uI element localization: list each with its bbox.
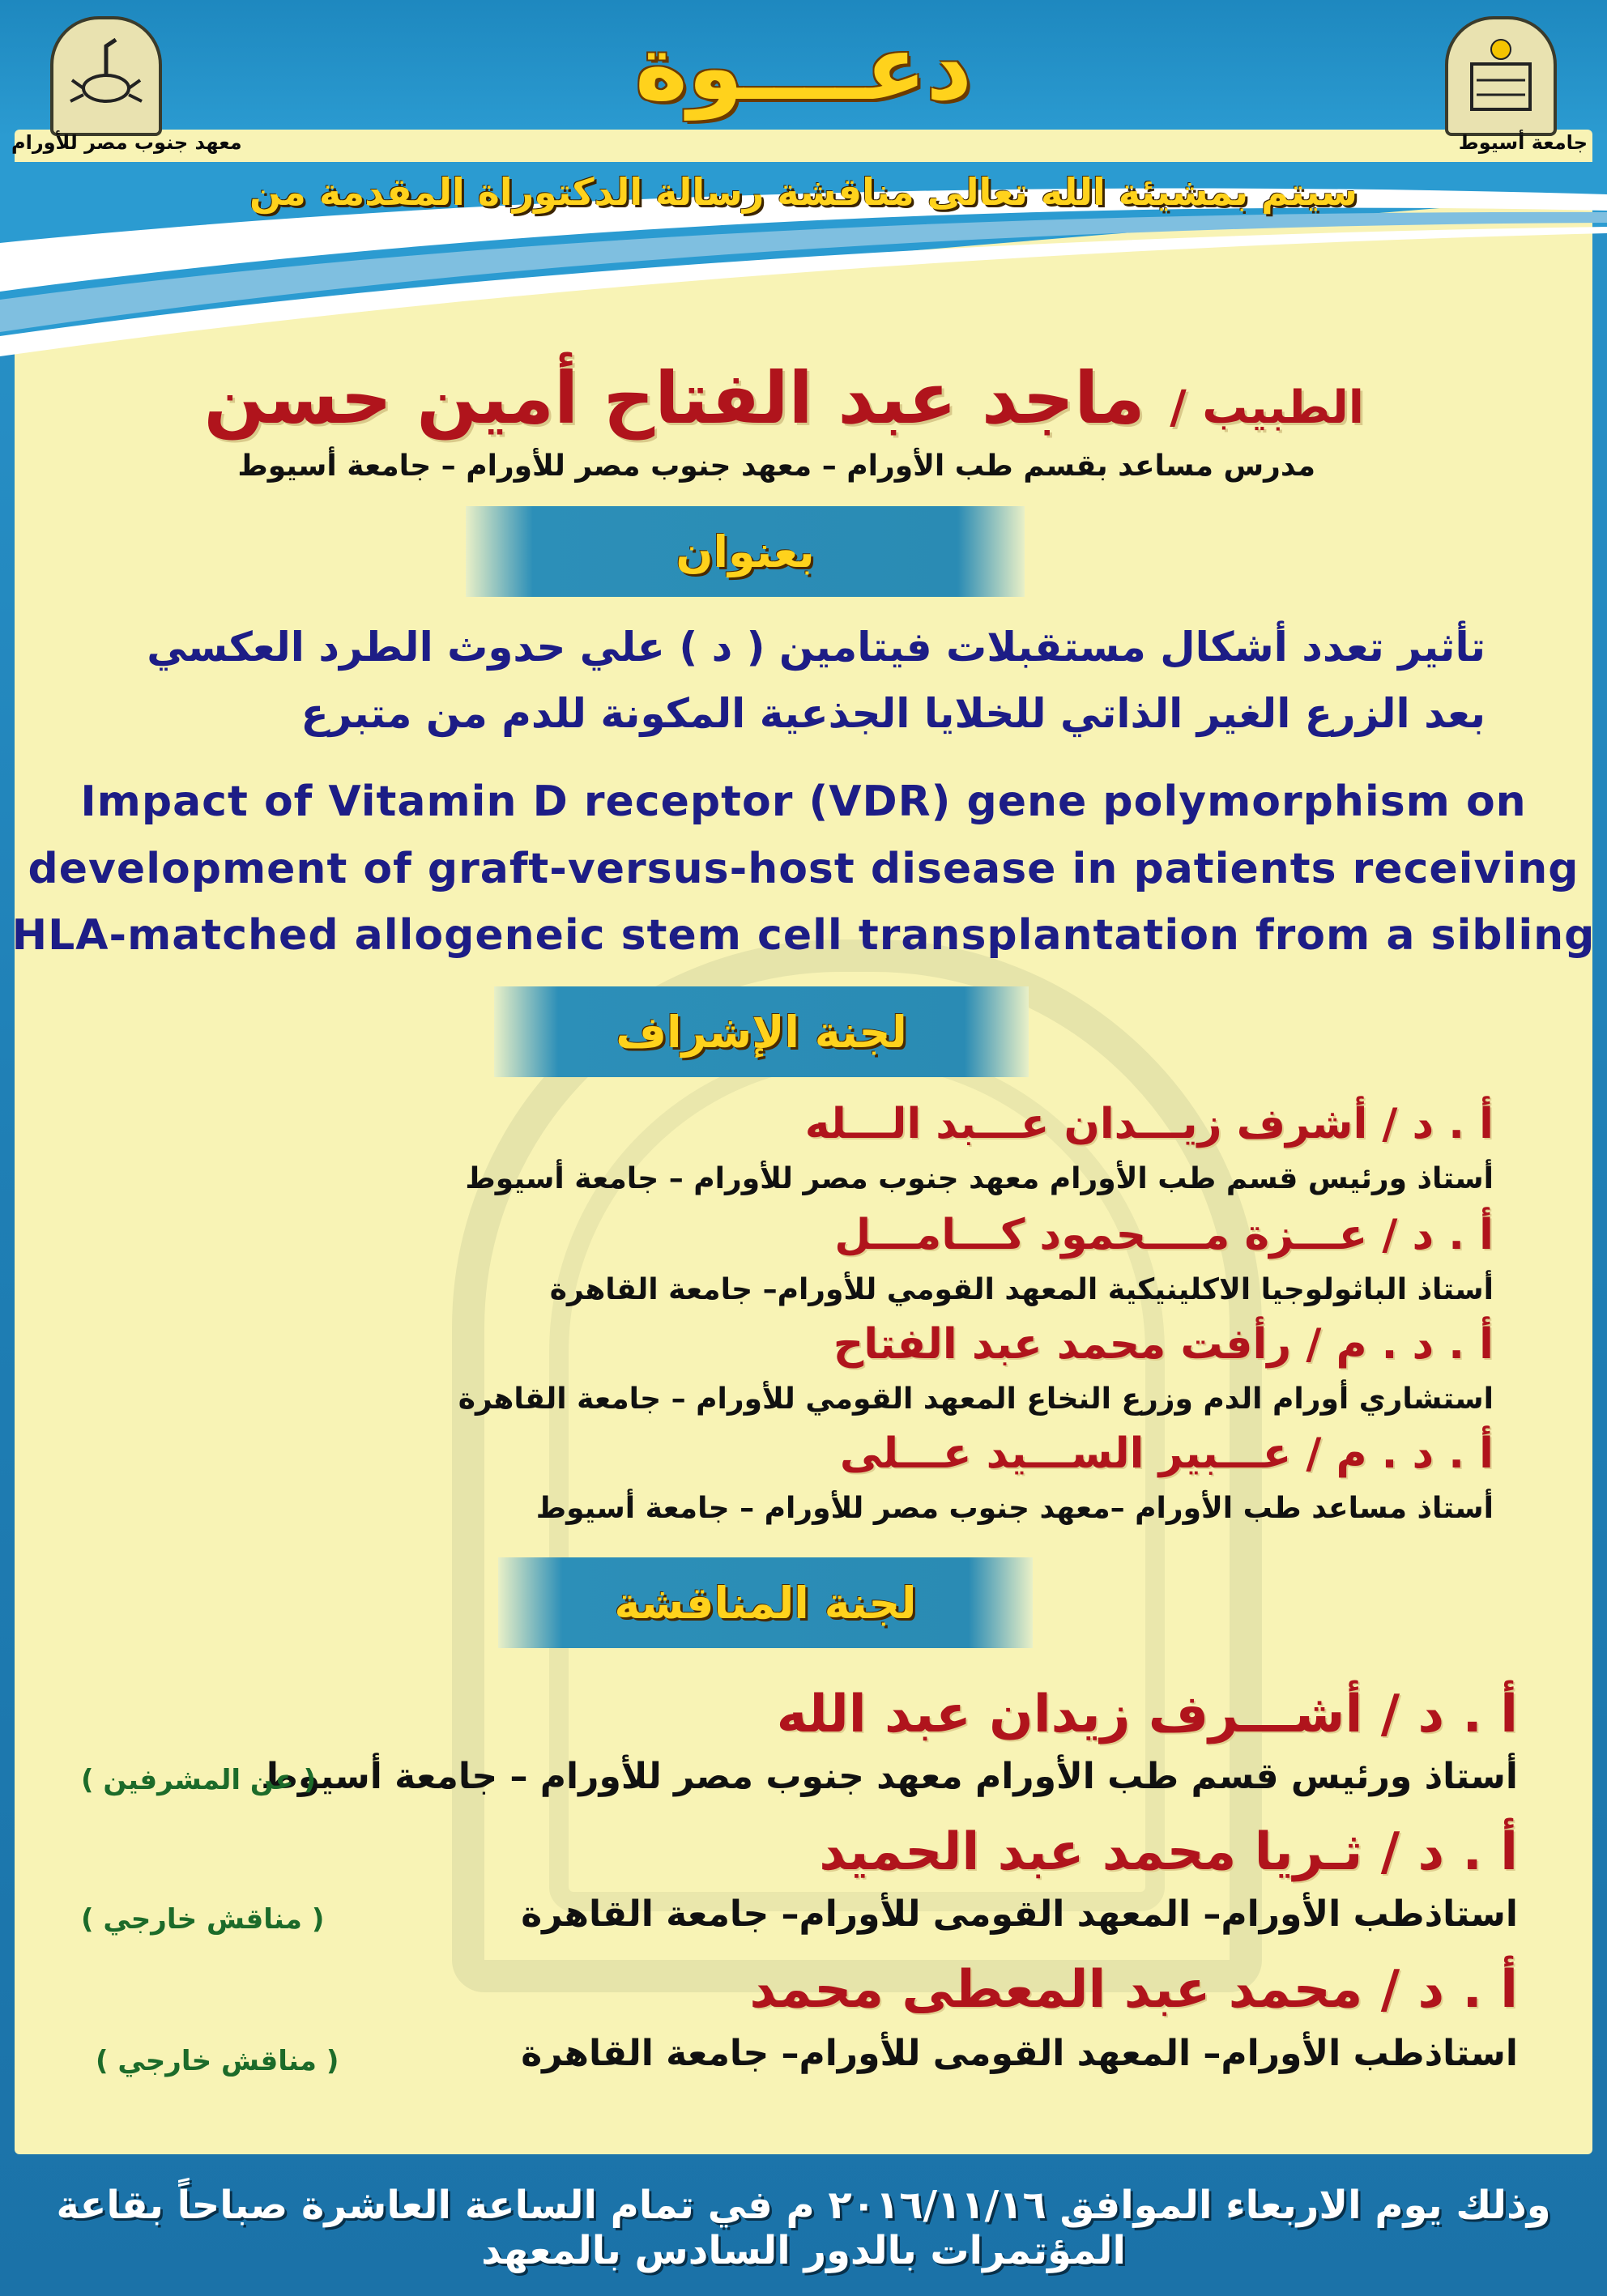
institute-logo-caption: معهد جنوب مصر للأورام	[11, 131, 242, 154]
supervisor-3-name: أ . د . م / رأفت محمد عبد الفتاح	[833, 1320, 1494, 1369]
examiner-2-name: أ . د / ثـريا محمد عبد الحميد	[819, 1822, 1518, 1882]
discussion-heading: لجنة المناقشة	[498, 1557, 1033, 1648]
candidate-name-line	[204, 356, 1364, 440]
thesis-arabic-line-1: تأثير تعدد أشكال مستقبلات فيتامين ( د ) علي حدوث الطرد العكسي	[147, 624, 1486, 671]
examiner-3-tag: ( مناقش خارجي )	[96, 2045, 339, 2077]
examiner-3-name: أ . د / محمد عبد المعطى محمد	[749, 1960, 1518, 2020]
title-heading: بعنوان	[466, 506, 1025, 597]
thesis-arabic-line-2: بعد الزرع الغير الذاتي للخلايا الجذعية المكونة للدم من متبرع	[301, 690, 1486, 737]
supervisor-2-name: أ . د / عـــزة مــــحمود كـــامـــل	[834, 1211, 1494, 1259]
supervisor-1-name: أ . د / أشرف زيـــدان عـــبد الـــله	[804, 1100, 1494, 1148]
supervisor-4-name: أ . د . م / عـــبير الســـيد عـــلى	[839, 1429, 1494, 1478]
candidate-prefix: الطبيب /	[1170, 381, 1364, 434]
thesis-english-line-3: HLA-matched allogeneic stem cell transplantation from a sibling	[11, 911, 1596, 960]
thesis-english-line-2: development of graft-versus-host disease in patients receiving	[28, 845, 1579, 893]
supervisor-4-role: أستاذ مساعد طب الأورام –معهد جنوب مصر للأورام – جامعة أسيوط	[535, 1492, 1494, 1525]
examiner-1-role: أستاذ ورئيس قسم طب الأورام معهد جنوب مصر للأورام – جامعة أسيوط	[261, 1756, 1518, 1797]
invitation-title: دعــــوة	[635, 16, 972, 120]
candidate-name: ماجد عبد الفتاح أمين حسن	[203, 356, 1145, 440]
candidate-position: مدرس مساعد بقسم طب الأورام – معهد جنوب مصر للأورام – جامعة أسيوط	[237, 449, 1315, 483]
supervision-heading: لجنة الإشراف	[494, 986, 1029, 1077]
supervisor-1-role: أستاذ ورئيس قسم طب الأورام معهد جنوب مصر للأورام – جامعة أسيوط	[465, 1162, 1494, 1195]
examiner-2-role: استاذطب الأورام– المعهد القومى للأورام– جامعة القاهرة	[521, 1893, 1518, 1935]
university-logo-caption: جامعة أسيوط	[1458, 131, 1588, 154]
examiner-2-tag: ( مناقش خارجي )	[81, 1903, 325, 1936]
supervisor-3-role: استشاري أورام الدم وزرع النخاع المعهد القومي للأورام – جامعة القاهرة	[458, 1382, 1494, 1416]
event-details-footer: وذلك يوم الاربعاء الموافق ٢٠١٦/١١/١٦ م في تمام الساعة العاشرة صباحاً بقاعة المؤتمرات بالدور السادس بالمعهد	[56, 2183, 1551, 2273]
examiner-3-role: استاذطب الأورام– المعهد القومى للأورام– جامعة القاهرة	[521, 2033, 1518, 2074]
thesis-english-line-1: Impact of Vitamin D receptor (VDR) gene polymorphism on	[80, 777, 1527, 826]
examiner-1-tag: ( عن المشرفين )	[81, 1764, 317, 1796]
examiner-1-name: أ . د / أشـــرف زيدان عبد الله	[776, 1685, 1518, 1744]
invitation-subtitle: سيتم بمشيئة الله تعالى مناقشة رسالة الدكتوراة المقدمة من	[249, 170, 1358, 214]
supervisor-2-role: أستاذ الباثولوجيا الاكلينيكية المعهد القومي للأورام– جامعة القاهرة	[549, 1273, 1494, 1306]
